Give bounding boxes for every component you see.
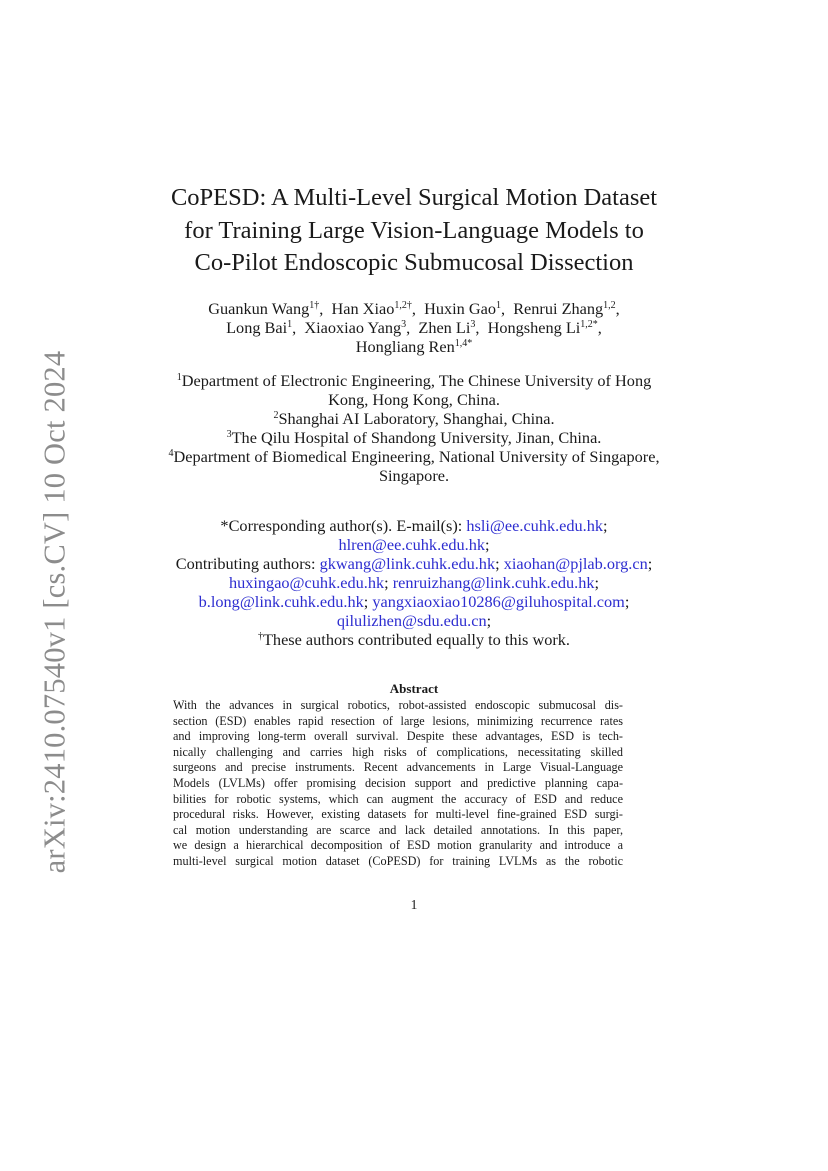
email-link[interactable]: hlren@ee.cuhk.edu.hk: [338, 535, 486, 554]
title-line: CoPESD: A Multi-Level Surgical Motion Dataset: [170, 184, 658, 211]
author-line: Guankun Wang$^{1\dagger}$, Han Xiao$^{1,2\dagger}$, Huxin Gao$^1$, Renrui Zhang$^{1,2}$,: [208, 299, 620, 318]
abstract-line: and improving long-term overall survival. Despite these advantages, ESD is tech-: [173, 729, 623, 744]
email-link[interactable]: xiaohan@pjlab.org.cn: [503, 554, 648, 573]
abstract-line: nically challenging and carries high risks of complications, necessitating skilled: [173, 744, 623, 759]
abstract-heading: Abstract: [389, 681, 439, 696]
dagger-mark: †: [257, 631, 263, 642]
abstract-line: section (ESD) enables rapid resection of large lesions, minimizing recurrence rates: [173, 713, 623, 728]
affiliation: Kong, Hong Kong, China.: [328, 390, 500, 409]
author-name: Renrui Zhang: [513, 299, 604, 318]
affiliation: $^4$Department of Biomedical Engineering, National University of Singapore,: [168, 447, 660, 466]
corresponding-label: *Corresponding author(s). E-mail(s):: [220, 516, 463, 535]
page-number: 1: [410, 897, 418, 912]
affiliation: $^2$Shanghai AI Laboratory, Shanghai, China.: [273, 409, 555, 428]
corresponding-line: *Corresponding author(s). E-mail(s): hsli@ee.cuhk.edu.hk;: [220, 516, 608, 535]
email-link[interactable]: huxingao@cuhk.edu.hk: [228, 573, 385, 592]
contributing-line: Contributing authors: gkwang@link.cuhk.edu.hk; xiaohan@pjlab.org.cn;: [175, 554, 653, 573]
corresponding-line: hlren@ee.cuhk.edu.hk;: [338, 535, 490, 554]
abstract-line: multi-level surgical motion dataset (CoPESD) for training LVLMs as the robotic: [173, 853, 623, 868]
affiliation: $^3$The Qilu Hospital of Shandong University, Jinan, China.: [226, 428, 602, 447]
author-name: Guankun Wang: [208, 299, 310, 318]
author-affiliation-mark: 1,4*: [454, 338, 473, 349]
author-list: [0, 299, 828, 356]
affiliation-list: [0, 371, 828, 485]
equal-contribution-note: †These authors contributed equally to this work.: [257, 630, 570, 649]
affiliation: Singapore.: [378, 466, 450, 485]
abstract-line: we design a hierarchical decomposition of ESD motion granularity and introduce a: [173, 838, 623, 853]
author-line: [0, 337, 828, 356]
title-line: Co-Pilot Endoscopic Submucosal Dissection: [194, 249, 634, 276]
contributing-label: Contributing authors:: [175, 554, 316, 573]
title-line: for Training Large Vision-Language Models to: [184, 216, 644, 244]
contact-information: [0, 516, 828, 649]
email-link[interactable]: gkwang@link.cuhk.edu.hk: [319, 554, 496, 573]
author-name: Hongliang Ren: [355, 337, 455, 356]
contributing-line: b.long@link.cuhk.edu.hk; yangxiaoxiao10286@giluhospital.com;: [198, 592, 630, 611]
contributing-line: huxingao@cuhk.edu.hk; renruizhang@link.cuhk.edu.hk;: [228, 573, 600, 592]
abstract-line: Models (LVLMs) offer promising decision support and predictive planning capa-: [173, 775, 623, 790]
author-affiliation-mark: 1,2: [603, 300, 616, 311]
author-name: Xiaoxiao Yang: [304, 318, 402, 337]
author-affiliation-mark: 3: [470, 319, 476, 330]
author-affiliation-mark: 1: [495, 300, 501, 311]
author-affiliation-mark: 1†: [309, 300, 320, 311]
email-link[interactable]: yangxiaoxiao10286@giluhospital.com: [372, 592, 625, 611]
author-name: Huxin Gao: [424, 299, 496, 318]
author-name: Long Bai: [226, 318, 288, 337]
email-link[interactable]: b.long@link.cuhk.edu.hk: [198, 592, 364, 611]
abstract-line: With the advances in surgical robotics, robot-assisted endoscopic submucosal dis-: [173, 698, 623, 712]
arxiv-identifier: arXiv:2410.07540v1 [cs.CV] 10 Oct 2024: [37, 350, 72, 874]
author-affiliation-mark: 1: [287, 319, 293, 330]
author-name: Hongsheng Li: [487, 318, 581, 337]
email-link[interactable]: qilulizhen@sdu.edu.cn: [336, 611, 487, 630]
author-affiliation-mark: 1,2*: [580, 319, 598, 330]
email-link[interactable]: renruizhang@link.cuhk.edu.hk: [392, 573, 595, 592]
abstract-line: procedural risks. However, existing datasets for multi-level fine-grained ESD surgi-: [173, 807, 623, 822]
author-name: Han Xiao: [331, 299, 395, 318]
email-link[interactable]: hsli@ee.cuhk.edu.hk: [466, 516, 604, 535]
abstract-line: bilities for robotic systems, which can augment the accuracy of ESD and reduce: [173, 791, 623, 806]
author-line: Long Bai$^1$, Xiaoxiao Yang$^3$, Zhen Li$^3$, Hongsheng $Li^{1,2*}$,: [226, 318, 602, 337]
affiliation: $^1$Department of Electronic Engineering, The Chinese University of Hong: [176, 371, 652, 390]
author-name: Zhen Li: [418, 318, 471, 337]
abstract-line: surgeons and precise instruments. Recent advancements in Large Visual-Language: [173, 760, 623, 775]
abstract-body: [173, 698, 623, 870]
author-affiliation-mark: 3: [401, 319, 407, 330]
paper-title: [0, 182, 828, 280]
contributing-line: qilulizhen@sdu.edu.cn;: [336, 611, 492, 630]
author-affiliation-mark: 1,2†: [394, 300, 412, 311]
abstract-line: cal motion understanding are scarce and lack detailed annotations. In this paper,: [173, 822, 623, 837]
